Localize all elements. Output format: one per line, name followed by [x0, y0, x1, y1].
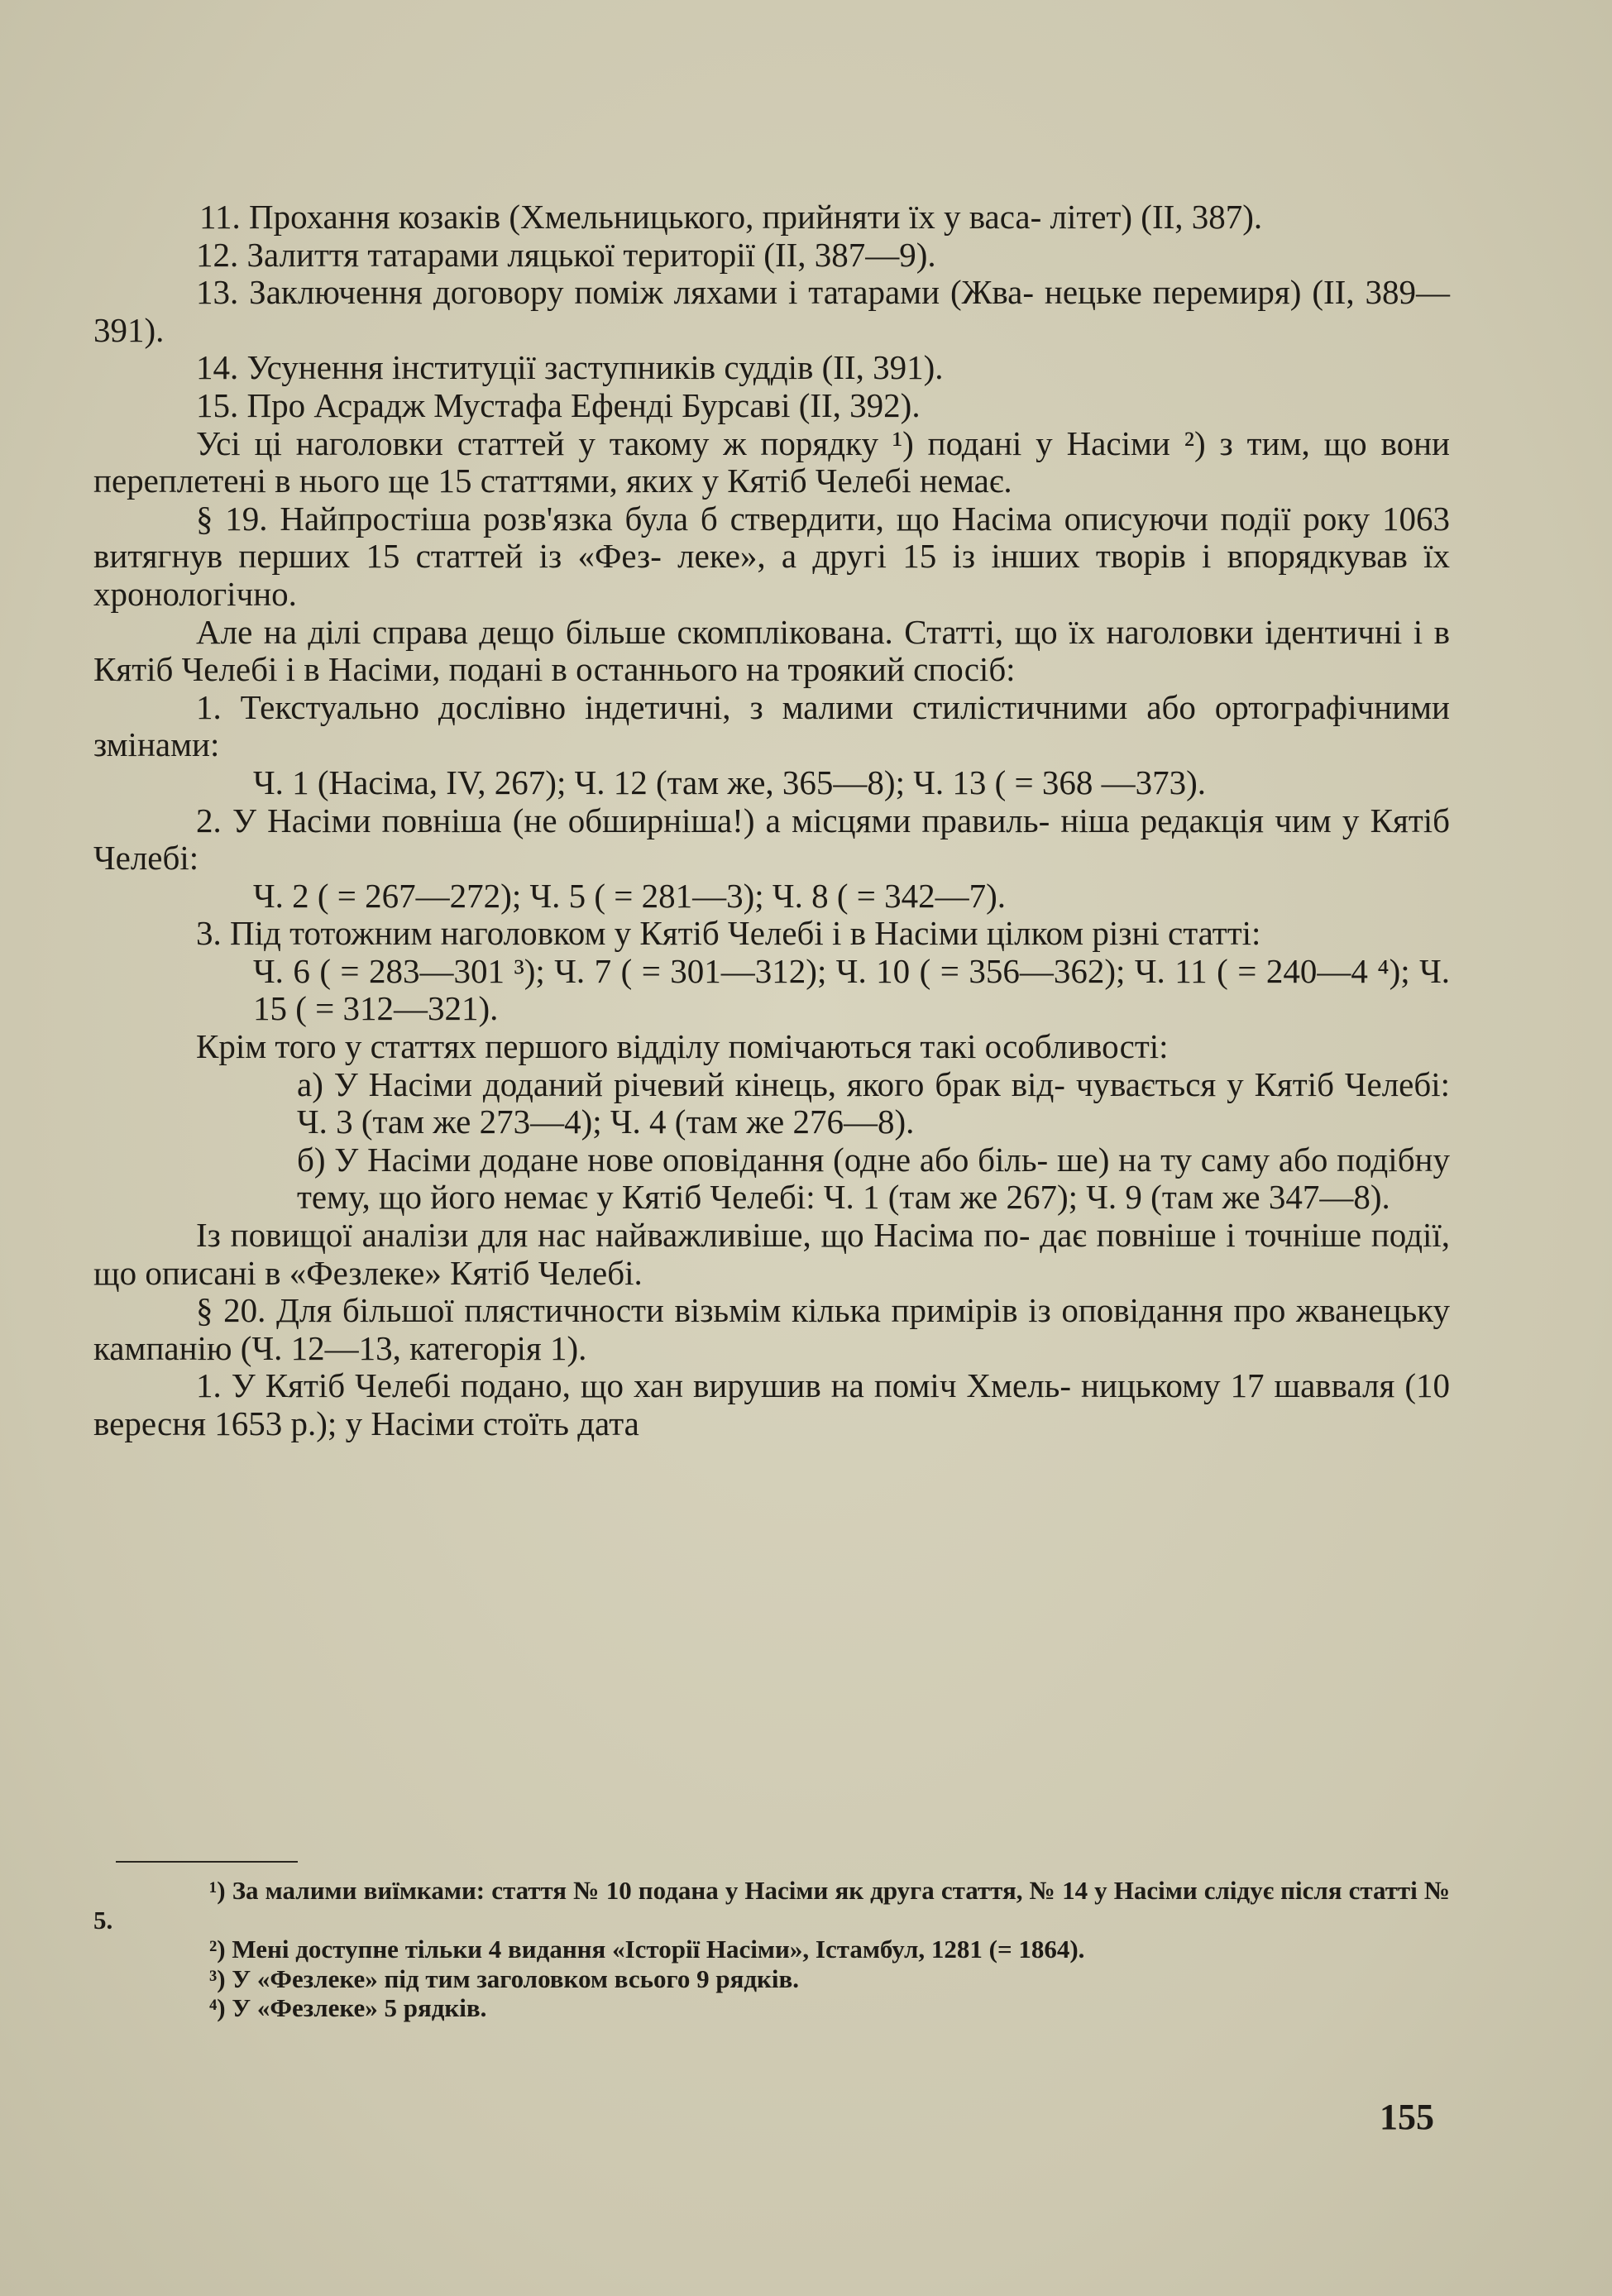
paragraph-item-15: 15. Про Асрадж Мустафа Ефенді Бурсаві (II, 392). — [196, 385, 921, 424]
paragraph-section-19: § 19. Найпростіша розв'язка була б ствердити, що Насіма описуючи події року 1063 витягнув перших 15 статтей із «Фез- леке», а другі 15 із інших творів і впорядкував їх хронологічно. — [93, 499, 1450, 613]
paragraph-summary: Усі ці наголовки статтей у такому ж порядку ¹) подані у Насіми ²) з тим, що вони переплетені в нього ще 15 статтями, яких у Кятіб Челебі немає. — [93, 423, 1450, 500]
paragraph-method-3-refs: Ч. 6 ( = 283—301 ³); Ч. 7 ( = 301—312); Ч. 10 ( = 356—362); Ч. 11 ( = 240—4 ⁴); Ч. 15 ( = 312—321). — [253, 951, 1450, 1028]
paragraph-section-20: § 20. Для більшої плястичности візьмім кілька примірів із оповідання про жванецьку кампанію (Ч. 12—13, категорія 1). — [93, 1291, 1450, 1367]
paragraph-example-1: 1. У Кятіб Челебі подано, що хан вирушив на поміч Хмель- ницькому 17 шавваля (10 вересня 1653 р.); у Насіми стоїть дата — [93, 1366, 1450, 1442]
paragraph-item-12: 12. Залиття татарами ляцької території (II, 387—9). — [196, 235, 936, 274]
paragraph-peculiarity-a: а) У Насіми доданий річевий кінець, якого брак від- чувається у Кятіб Челебі: Ч. 3 (там же 273—4); Ч. 4 (там же 276—8). — [297, 1064, 1450, 1141]
paragraph-method-2: 2. У Насіми повніша (не обширніша!) а місцями правиль- ніша редакція чим у Кятіб Челебі: — [93, 801, 1450, 878]
page-number: 155 — [1380, 2097, 1434, 2137]
paragraph-item-14: 14. Усунення інституції заступників суддів (II, 391). — [196, 348, 944, 387]
footnote-3: ³) У «Фезлеке» під тим заголовком всього 9 рядків. — [209, 1964, 799, 1993]
footnote-divider — [116, 1861, 298, 1863]
paragraph-method-3: 3. Під тотожним наголовком у Кятіб Челебі і в Насіми цілком різні статті: — [196, 914, 1261, 953]
main-text — [93, 199, 1450, 1443]
paragraph-method-1: 1. Текстуально дослівно індетичні, з малими стилістичними або ортографічними змінами: — [93, 687, 1450, 764]
paragraph-method-1-refs: Ч. 1 (Насіма, IV, 267); Ч. 12 (там же, 365—8); Ч. 13 ( = 368 —373). — [253, 763, 1207, 801]
paragraph-peculiarities: Крім того у статтях першого відділу помічаються такі особливості: — [196, 1027, 1169, 1066]
paragraph-complication: Але на ділі справа дещо більше скомплікована. Статті, що їх наголовки ідентичні і в Кятіб Челебі і в Насіми, подані в останнього на троякий спосіб: — [93, 612, 1450, 689]
footnote-2: ²) Мені доступне тільки 4 видання «Історії Насіми», Істамбул, 1281 (= 1864). — [209, 1935, 1085, 1964]
paragraph-item-13: 13. Заключення договору поміж ляхами і татарами (Жва- нецьке перемиря) (II, 389—391). — [93, 273, 1450, 349]
paragraph-peculiarity-b: б) У Насіми додане нове оповідання (одне або біль- ше) на ту саму або подібну тему, що його немає у Кятіб Челебі: Ч. 1 (там же 267); Ч. 9 (там же 347—8). — [297, 1140, 1450, 1217]
footnote-4: ⁴) У «Фезлеке» 5 рядків. — [209, 1993, 487, 2022]
footnote-1: ¹) За малими виїмками: стаття № 10 подана у Насіми як друга стаття, № 14 у Насіми слідує після статті № 5. — [93, 1876, 1450, 1935]
paragraph-method-2-refs: Ч. 2 ( = 267—272); Ч. 5 ( = 281—3); Ч. 8 ( = 342—7). — [253, 876, 1007, 915]
paragraph-conclusion: Із повищої аналізи для нас найважливіше, що Насіма по- дає повніше і точніше події, що описані в «Фезлеке» Кятіб Челебі. — [93, 1216, 1450, 1292]
footnotes — [93, 1876, 1450, 2023]
paragraph-item-11: 11. Прохання козаків (Хмельницького, прийняти їх у васа- літет) (II, 387). — [199, 198, 1263, 236]
